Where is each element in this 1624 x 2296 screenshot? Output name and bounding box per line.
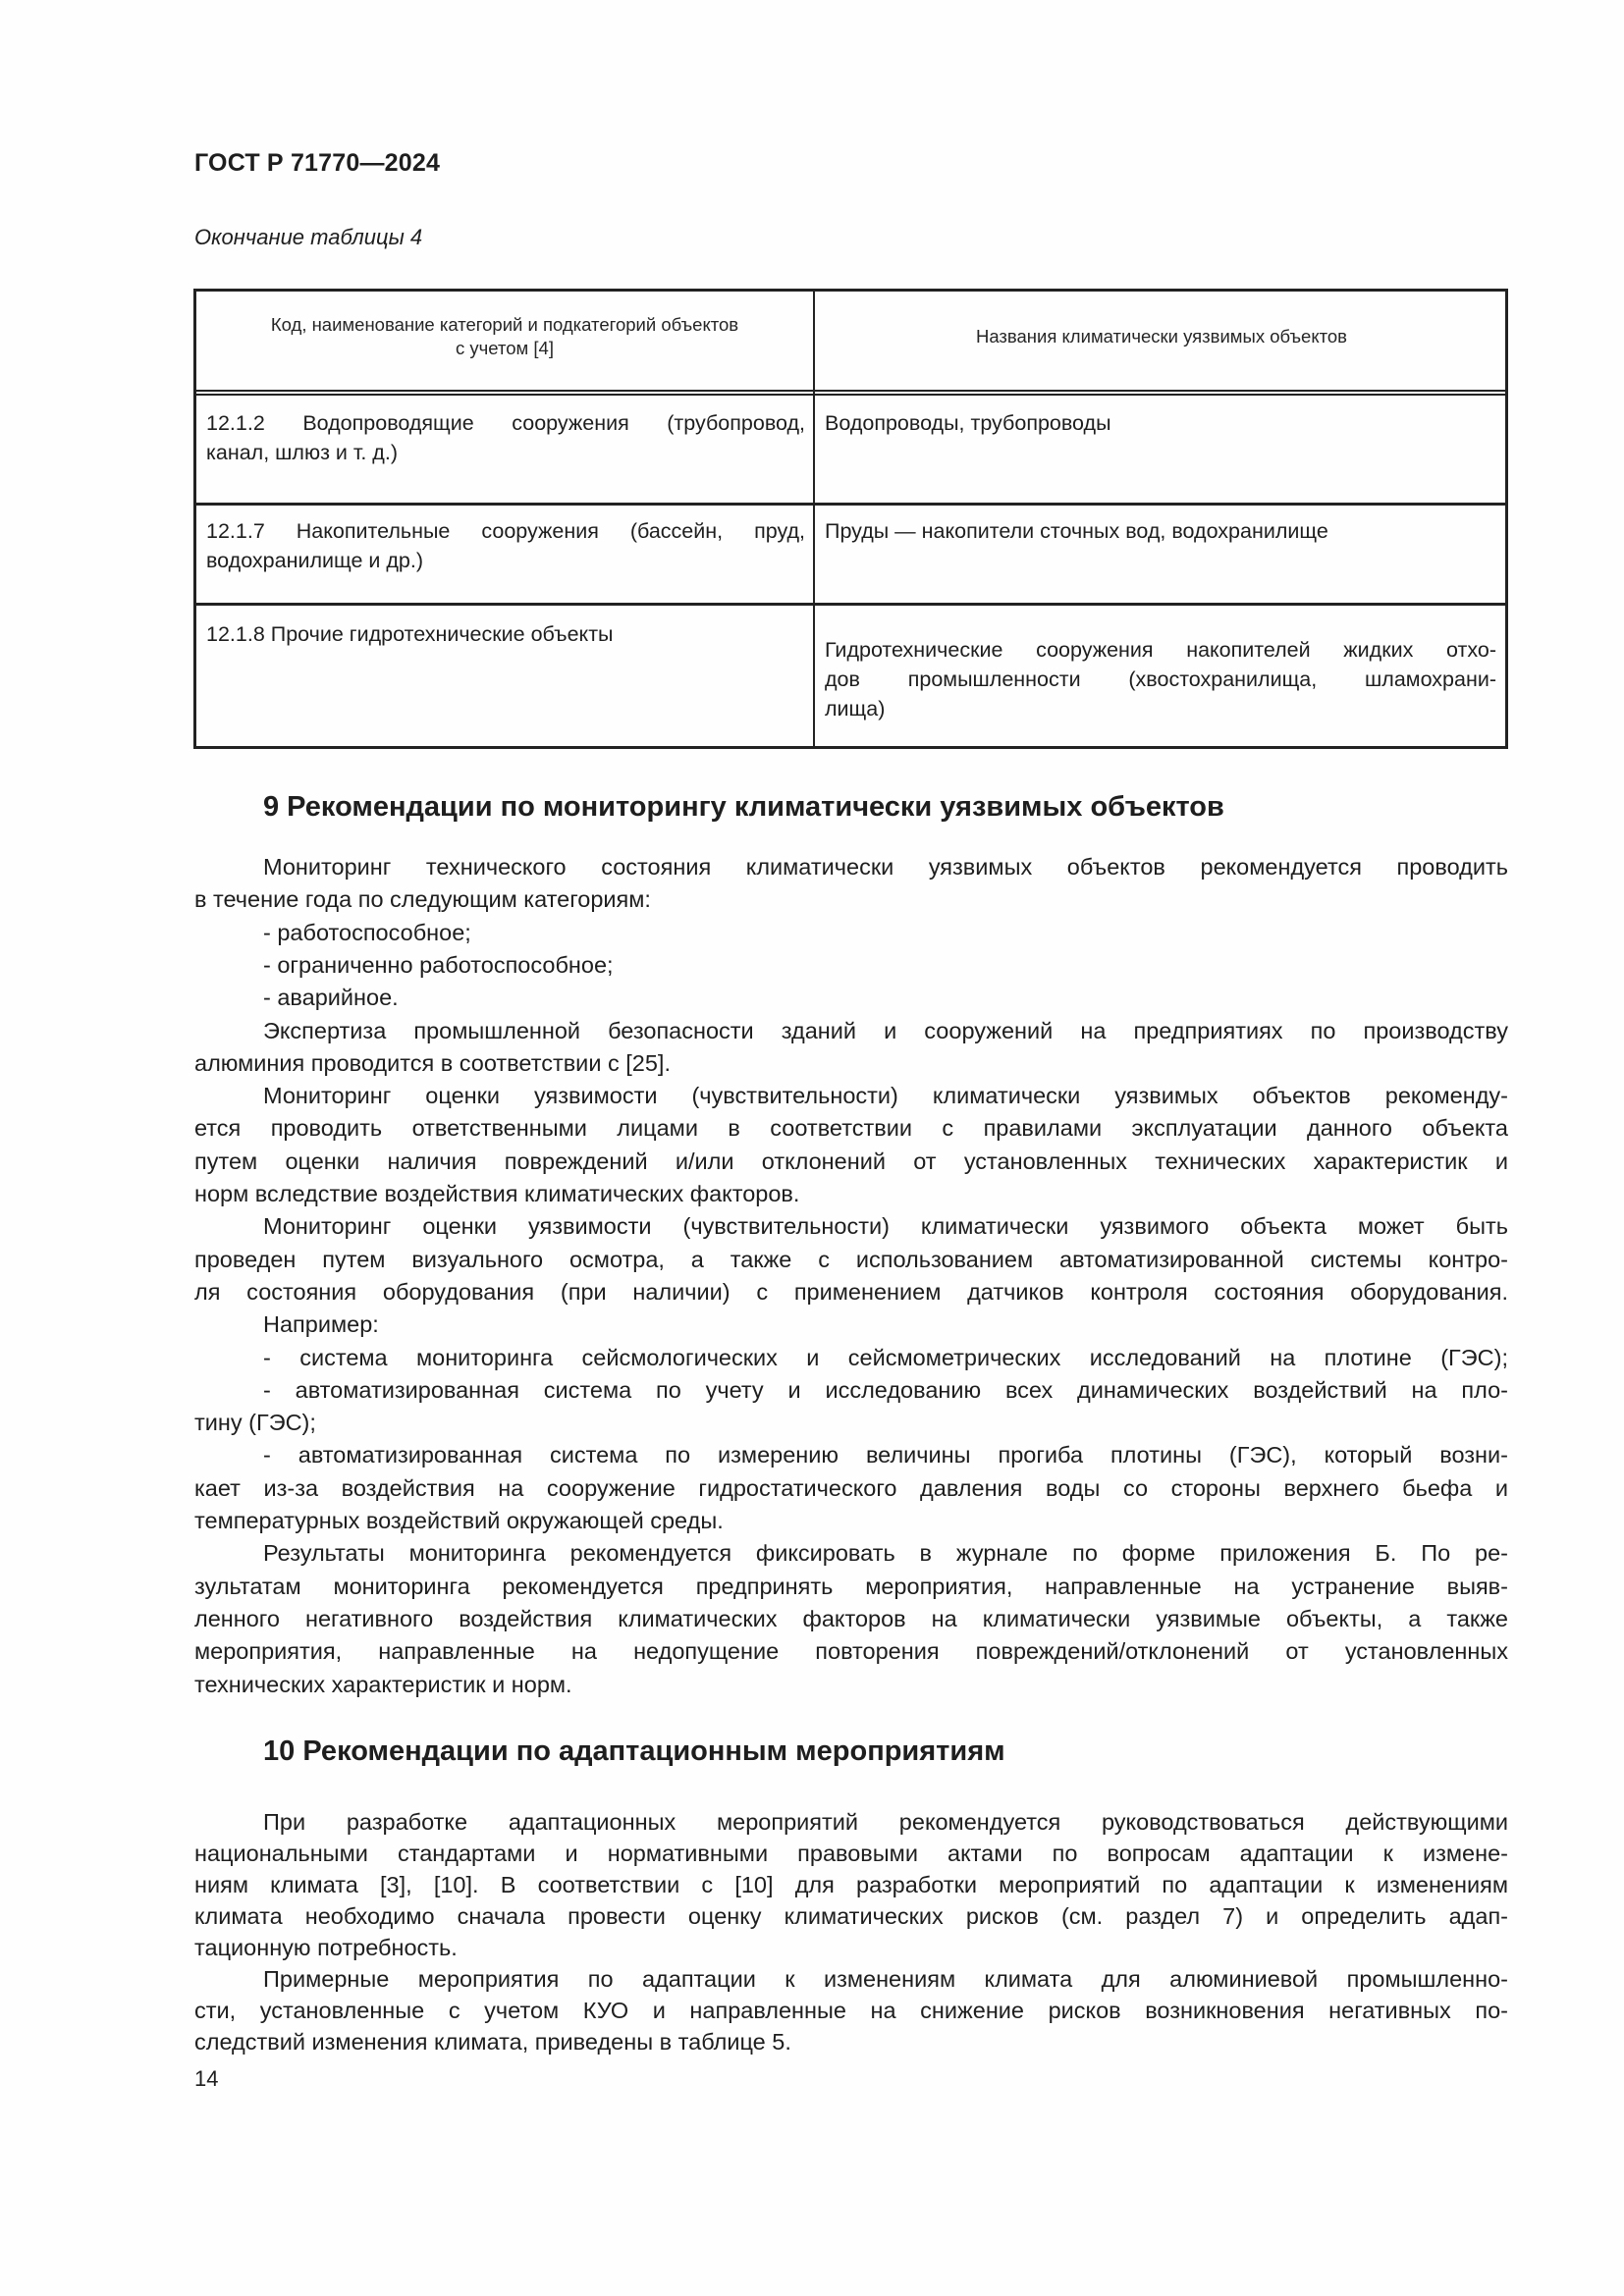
- text-line: - автоматизированная система по учету и исследованию всех динамических воздействий на пло-: [263, 1376, 1508, 1403]
- table-cell-objects: [825, 516, 1496, 546]
- header-line: Код, наименование категорий и подкатегорий объектов: [270, 314, 739, 335]
- text-line: - система мониторинга сейсмологических и сейсмометрических исследований на плотине (ГЭС);: [263, 1344, 1508, 1370]
- cell-line: Пруды — накопители сточных вод, водохранилище: [825, 519, 1328, 543]
- text-line: тину (ГЭС);: [194, 1410, 316, 1436]
- text-line: температурных воздействий окружающей среды.: [194, 1508, 724, 1533]
- text-line: мероприятия, направленные на недопущение повторения повреждений/отклонений от установленных: [194, 1638, 1508, 1665]
- text-line: Примерные мероприятия по адаптации к изменениям климата для алюминиевой промышленно-: [263, 1966, 1508, 1992]
- cell-line: Гидротехнические сооружения накопителей жидких отхо-: [825, 638, 1496, 662]
- text-line: При разработке адаптационных мероприятий рекомендуется руководствоваться действующими: [263, 1809, 1508, 1835]
- text-line: ниям климата [3], [10]. В соответствии с [10] для разработки мероприятий по адаптации к изменениям: [194, 1872, 1508, 1897]
- document-code: ГОСТ Р 71770—2024: [194, 149, 441, 177]
- text-line: ется проводить ответственными лицами в соответствии с правилами эксплуатации данного объекта: [194, 1115, 1508, 1142]
- text-line: Результаты мониторинга рекомендуется фиксировать в журнале по форме приложения Б. По ре-: [263, 1540, 1508, 1567]
- climate-vulnerable-objects-table: [193, 289, 1508, 749]
- page-number: 14: [194, 2066, 219, 2091]
- text-line: климата необходимо сначала провести оценку климатических рисков (см. раздел 7) и определить адап-: [194, 1903, 1508, 1929]
- text-line: Экспертиза промышленной безопасности зданий и сооружений на предприятиях по производству: [263, 1017, 1508, 1043]
- text-line: следствий изменения климата, приведены в таблице 5.: [194, 2029, 791, 2055]
- text-line: Мониторинг технического состояния климатически уязвимых объектов рекомендуется проводить: [263, 854, 1508, 880]
- text-line: в течение года по следующим категориям:: [194, 886, 651, 913]
- cell-line: водохранилище и др.): [206, 549, 424, 572]
- text-line: Мониторинг оценки уязвимости (чувствительности) климатически уязвимого объекта может быть: [263, 1213, 1508, 1240]
- cell-line: Водопроводы, трубопроводы: [825, 411, 1111, 435]
- text-line: сти, установленные с учетом КУО и направленные на снижение рисков возникновения негативных по-: [194, 1998, 1508, 2023]
- table-cell-code-name: [206, 619, 805, 649]
- header-divider-line: [196, 394, 1505, 396]
- text-line: кает из-за воздействия на сооружение гидростатического давления воды со стороны верхнего бьефа и: [194, 1474, 1508, 1501]
- text-line: ля состояния оборудования (при наличии) с применением датчиков контроля состояния оборудования.: [194, 1278, 1508, 1305]
- text-line: путем оценки наличия повреждений и/или отклонений от установленных технических характеристик и: [194, 1148, 1508, 1174]
- text-line: - аварийное.: [263, 985, 399, 1011]
- text-line: - работоспособное;: [263, 919, 471, 945]
- text-line: технических характеристик и норм.: [194, 1671, 572, 1697]
- column-divider: [813, 292, 815, 746]
- text-line: Мониторинг оценки уязвимости (чувствительности) климатически уязвимых объектов рекоменду-: [263, 1083, 1508, 1109]
- header-line: с учетом [4]: [456, 338, 554, 358]
- row-divider: [196, 503, 1505, 506]
- table-cell-objects: [825, 408, 1496, 438]
- text-line: зультатам мониторинга рекомендуется предпринять мероприятия, направленные на устранение выяв-: [194, 1573, 1508, 1599]
- cell-line: 12.1.8 Прочие гидротехнические объекты: [206, 622, 614, 646]
- table-cell-code-name: [206, 516, 805, 575]
- text-line: Например:: [263, 1311, 379, 1338]
- text-line: национальными стандартами и нормативными правовыми актами по вопросам адаптации к измене-: [194, 1841, 1508, 1866]
- section-9-heading: 9 Рекомендации по мониторингу климатически уязвимых объектов: [263, 791, 1224, 823]
- table-caption: Окончание таблицы 4: [194, 225, 423, 249]
- cell-line: канал, шлюз и т. д.): [206, 441, 398, 464]
- table-cell-code-name: [206, 408, 805, 467]
- text-line: ленного негативного воздействия климатических факторов на климатически уязвимые объекты, а также: [194, 1605, 1508, 1631]
- text-line: тационную потребность.: [194, 1935, 458, 1960]
- header-divider-line: [196, 390, 1505, 392]
- cell-line: 12.1.2 Водопроводящие сооружения (трубопровод,: [206, 411, 805, 435]
- cell-line: 12.1.7 Накопительные сооружения (бассейн, пруд,: [206, 519, 805, 543]
- text-line: алюминия проводится в соответствии с [25].: [194, 1049, 671, 1076]
- table-cell-objects: [825, 635, 1496, 723]
- text-line: - автоматизированная система по измерению величины прогиба плотины (ГЭС), который возни-: [263, 1442, 1508, 1468]
- cell-line: дов промышленности (хвостохранилища, шламохрани-: [825, 667, 1496, 691]
- text-line: - ограниченно работоспособное;: [263, 951, 614, 978]
- column-header-objects: [815, 325, 1508, 348]
- section-10-heading: 10 Рекомендации по адаптационным мероприятиям: [263, 1735, 1005, 1767]
- header-line: Названия климатически уязвимых объектов: [975, 326, 1348, 347]
- text-line: проведен путем визуального осмотра, а также с использованием автоматизированной системы контро-: [194, 1246, 1508, 1272]
- row-divider: [196, 603, 1505, 606]
- column-header-code-name: [196, 313, 813, 360]
- text-line: норм вследствие воздействия климатических факторов.: [194, 1181, 800, 1206]
- cell-line: лища): [825, 697, 886, 721]
